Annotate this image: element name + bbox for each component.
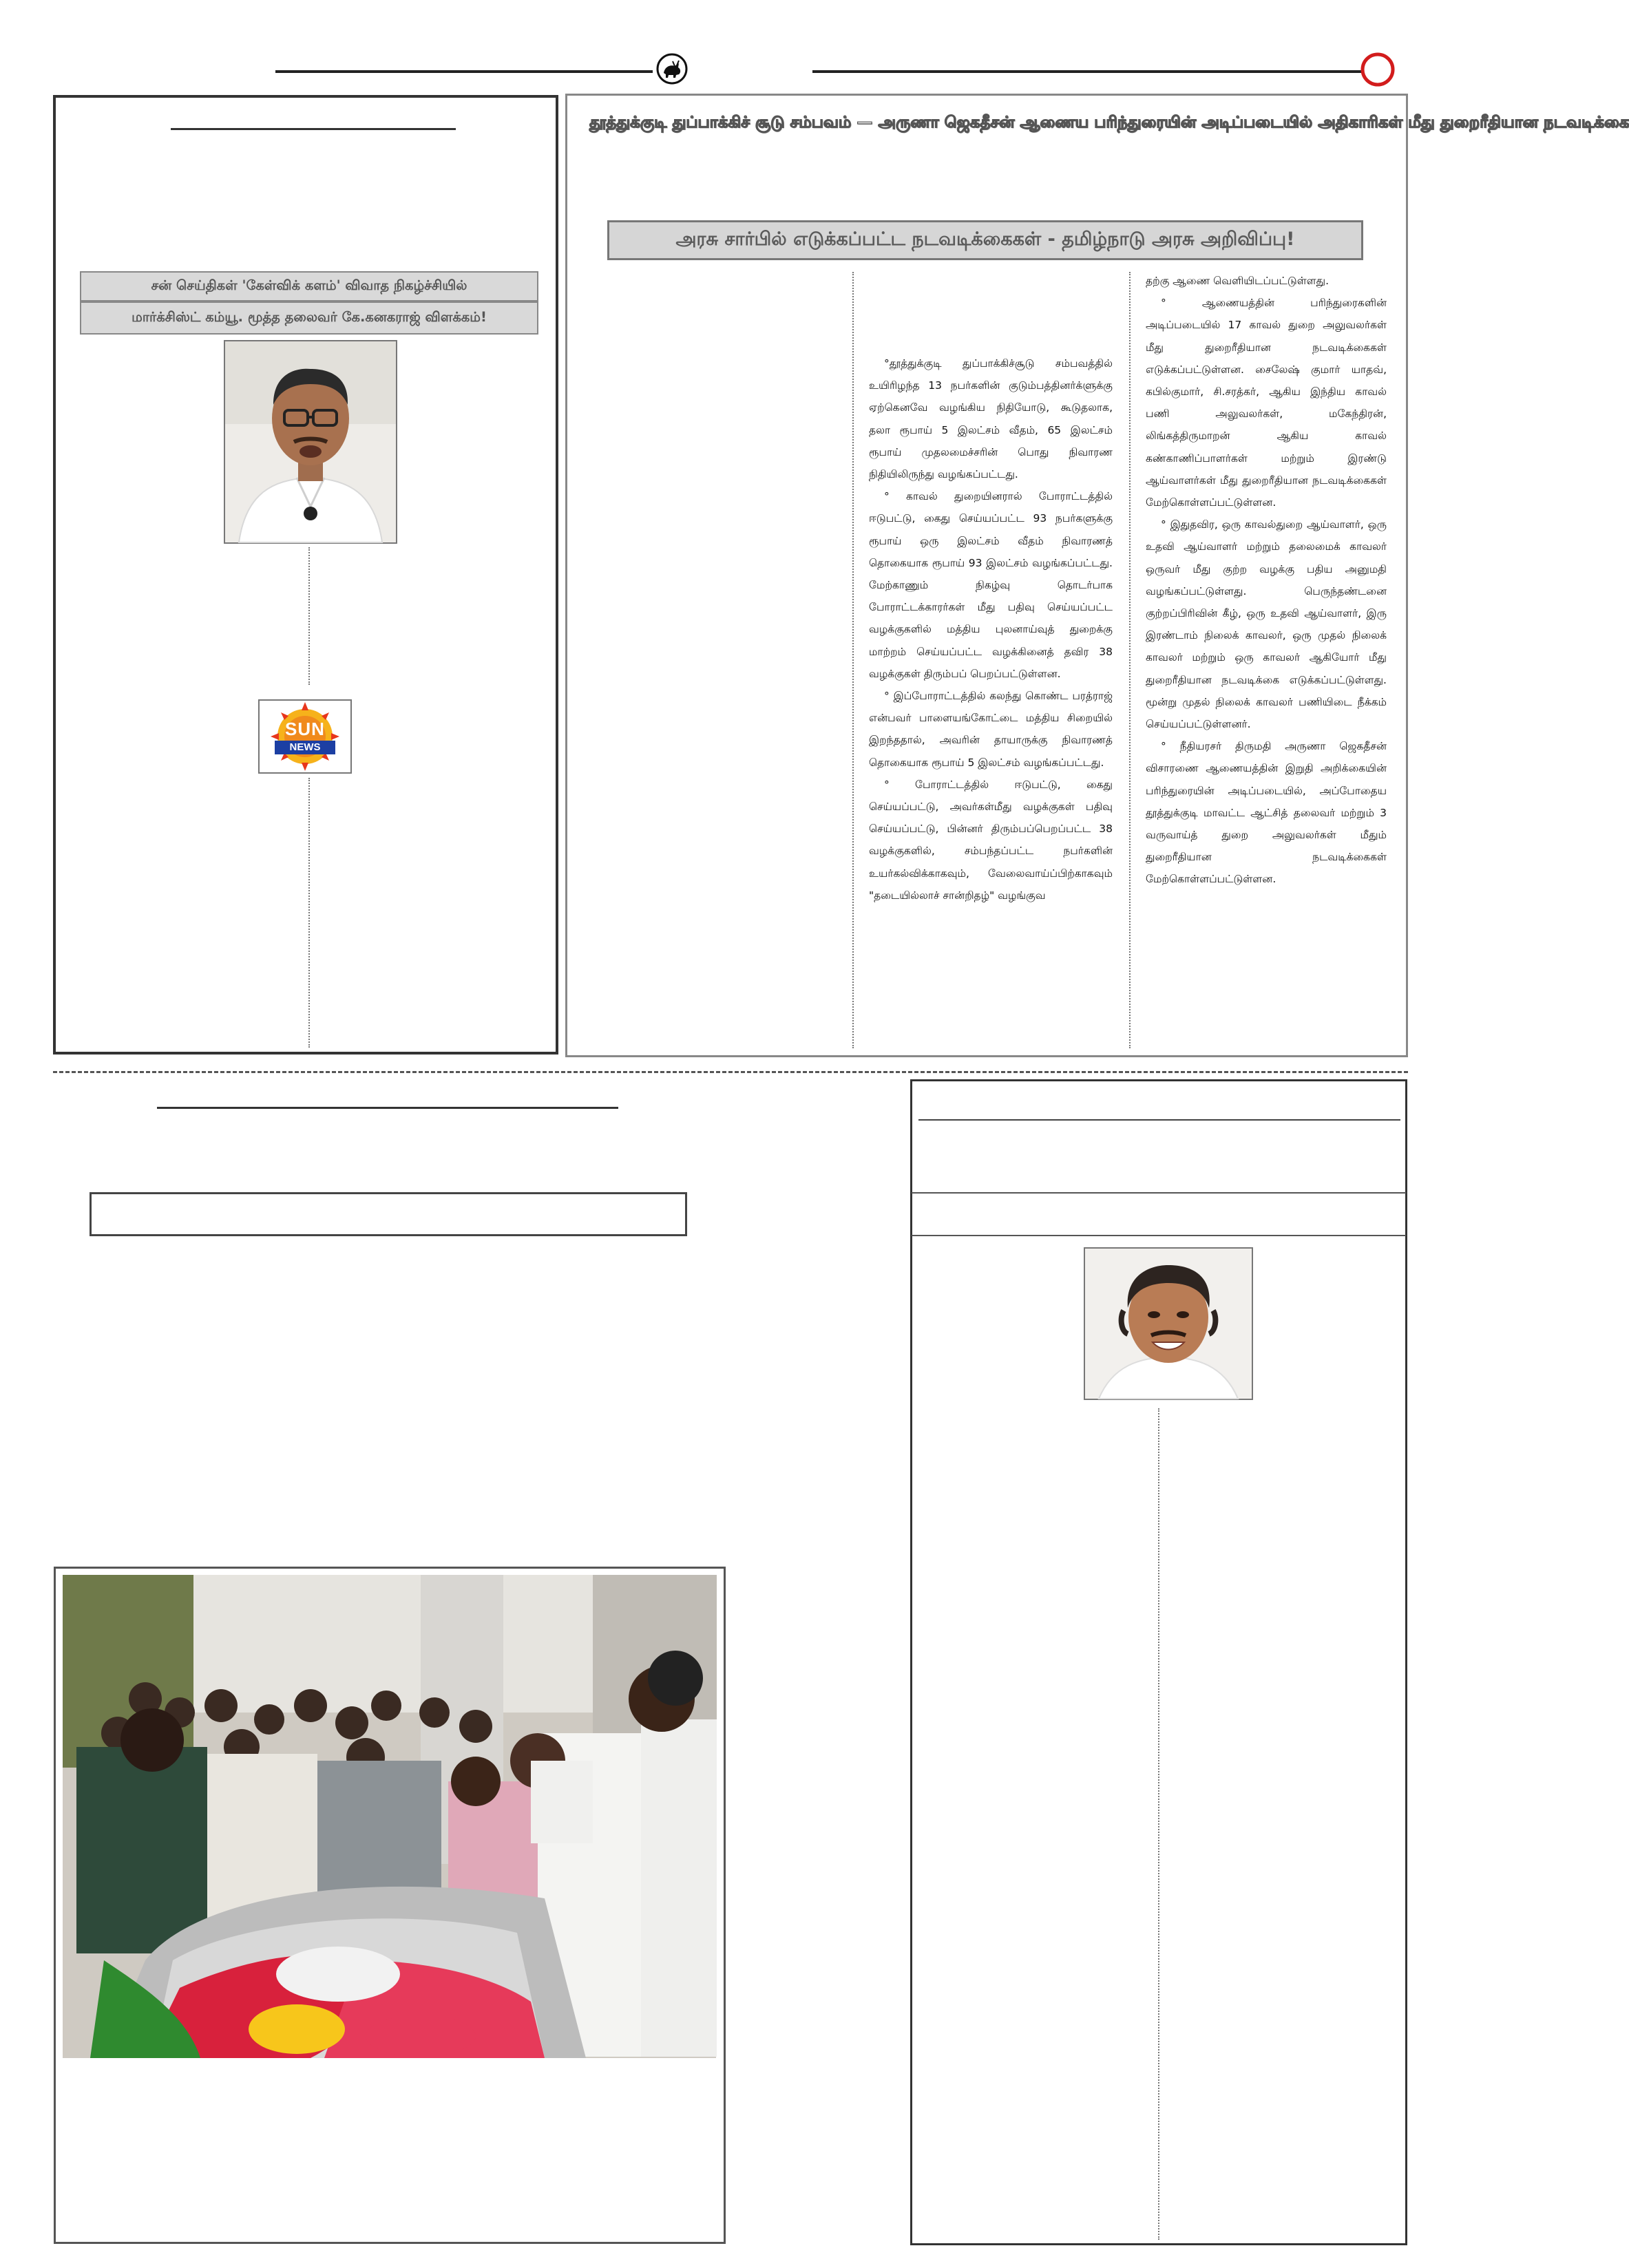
sun-logo-text: SUN bbox=[285, 719, 325, 739]
masthead-rule-left bbox=[275, 70, 653, 73]
bottom-right-title-rule bbox=[918, 1119, 1400, 1121]
left-article-column-divider-bottom bbox=[308, 778, 310, 1048]
right-article-column-divider-2 bbox=[1129, 272, 1131, 1048]
column3-paragraph-4: ° நீதியரசர் திருமதி அருணா ஜெகதீசன் விசாரணை ஆணையத்தின் இறுதி அறிக்கையின் பரிந்துரையின் அடிப்படையில், அப்போதைய தூத்துக்குடி மாவட்ட ஆட்சித் தலைவர் மற்றும் 3 வருவாய்த் துறை அலுவலர்கள் மீதும் துறைரீதியான நடவடிக்கைகள் மேற்கொள்ளப்பட்டுள்ளன. bbox=[1146, 740, 1387, 886]
left-article-box bbox=[53, 95, 558, 1054]
section-divider-dashed bbox=[53, 1071, 1408, 1073]
bottom-left-subhead-box bbox=[90, 1192, 687, 1236]
right-article-headline: தூத்துக்குடி துப்பாக்கிச் சூடு சம்பவம் — அருணா ஜெகதீசன் ஆணைய பரிந்துரையின் அடிப்படையில் அதிகாரிகள் மீது துறைரீதியான நடவடிக்கை bbox=[589, 114, 1629, 131]
column3-paragraph-1: தற்கு ஆணை வெளியிடப்பட்டுள்ளது. bbox=[1146, 275, 1330, 287]
portrait-man-smiling-icon bbox=[1084, 1247, 1253, 1400]
masthead-rule-right bbox=[812, 70, 1363, 73]
right-article-column-2 bbox=[869, 352, 1113, 1048]
bottom-right-subhead-rule-bottom bbox=[912, 1235, 1406, 1236]
news-logo-text: NEWS bbox=[275, 741, 335, 754]
page-number bbox=[1360, 52, 1395, 87]
column2-paragraph-4: ° போராட்டத்தில் ஈடுபட்டு, கைது செய்யப்பட்டு, அவர்கள்மீது வழக்குகள் பதிவு செய்யப்பட்டு, பின்னர் திரும்பப்பெறப்பட்ட 38 வழக்குகளில், சம்பந்தப்பட்ட நபர்களின் உயர்கல்விக்காகவும், வேலைவாய்ப்பிற்காகவும் "தடையில்லாச் சான்றிதழ்" வழங்குவ bbox=[869, 778, 1113, 902]
column3-paragraph-3: ° இதுதவிர, ஒரு காவல்துறை ஆய்வாளர், ஒரு உதவி ஆய்வாளர் மற்றும் தலைமைக் காவலர் ஒருவர் மீது குற்ற வழக்கு பதிய அனுமதி வழங்கப்பட்டுள்ளது. பெருந்தண்டனை குற்றப்பிரிவின் கீழ், ஒரு உதவி ஆய்வாளர், இரு இரண்டாம் நிலைக் காவலர், ஒரு முதல் நிலைக் காவலர் மற்றும் ஒரு காவலர் ஆகியோர் மீது துறைரீதியான நடவடிக்கை எடுக்கப்பட்டுள்ளது. மூன்று முதல் நிலைக் காவலர் பணியிடை நீக்கம் செய்யப்பட்டுள்ளனர். bbox=[1146, 518, 1387, 731]
funeral-tribute-crowd-photo-icon bbox=[63, 1575, 716, 2058]
bottom-right-column-divider bbox=[1158, 1408, 1159, 2240]
left-article-title-rule bbox=[171, 128, 456, 130]
left-article-banner-line2: மார்க்சிஸ்ட் கம்யூ. மூத்த தலைவர் கே.கனகராஜ் விளக்கம்! bbox=[80, 301, 538, 335]
right-article-column-3 bbox=[1146, 270, 1387, 999]
right-article-column-divider-1 bbox=[852, 272, 854, 1048]
red-circle-icon bbox=[1360, 52, 1395, 87]
left-article-column-divider-top bbox=[308, 547, 310, 685]
column2-paragraph-1: °தூத்துக்குடி துப்பாக்கிச்சூடு சம்பவத்தில் உயிரிழந்த 13 நபர்களின் குடும்பத்தினர்க்ளுக்கு ஏற்கெனவே வழங்கிய நிதியோடு, கூடுதலாக, தலா ரூபாய் 5 இலட்சம் வீதம், 65 இலட்சம் ரூபாய் முதலமைச்சரின் பொது நிவாரண நிதியிலிருந்து வழங்கப்பட்டது. bbox=[869, 357, 1113, 481]
bull-emblem-icon bbox=[655, 52, 689, 85]
sun-news-logo-icon bbox=[258, 699, 352, 774]
column2-paragraph-2: ° காவல் துறையினரால் போராட்டத்தில் ஈடுபட்டு, கைது செய்யப்பட்ட 93 நபர்களுக்கு ரூபாய் ஒரு இலட்சம் வீதம் நிவாரணத் தொகையாக ரூபாய் 93 இலட்சம் வழங்கப்பட்டது. மேற்காணும் நிகழ்வு தொடர்பாக போராட்டக்காரர்கள் மீது பதிவு செய்யப்பட்ட வழக்குகளில் மத்திய புலனாய்வுத் துறைக்கு மாற்றம் செய்யப்பட்ட வழக்கினைத் தவிர 38 வழக்குகள் திரும்பப் பெறப்பட்டுள்ளன. bbox=[869, 490, 1113, 680]
left-article-banner-line1: சன் செய்திகள் 'கேள்விக் களம்' விவாத நிகழ்ச்சியில் bbox=[80, 271, 538, 301]
column3-paragraph-2: ° ஆணையத்தின் பரிந்துரைகளின் அடிப்படையில் 17 காவல் துறை அலுவலர்கள் மீது துறைரீதியான நடவடிக்கைகள் எடுக்கப்பட்டுள்ளன. சைலேஷ் குமார் யாதவ், கபில்குமார், சி.சரத்கர், ஆகிய இந்திய காவல் பணி அலுவலர்கள், மகேந்திரன், லிங்கத்திருமாறன் ஆகிய காவல் கண்காணிப்பாளர்கள் மற்றும் இரண்டு ஆய்வாளர்கள் மீது துறைரீதியான நடவடிக்கைகள் மேற்கொள்ளப்பட்டுள்ளன. bbox=[1146, 297, 1387, 509]
portrait-man-speaking-icon bbox=[224, 340, 397, 544]
bottom-right-subhead-rule-top bbox=[912, 1192, 1406, 1194]
column2-paragraph-3: ° இப்போராட்டத்தில் கலந்து கொண்ட பரத்ராஜ் என்பவர் பாளையங்கோட்டை மத்திய சிறையில் இறந்ததால், அவரின் தாயாருக்கு நிவாரணத் தொகையாக ரூபாய் 5 இலட்சம் வழங்கப்பட்டது. bbox=[869, 690, 1113, 769]
right-article-subhead: அரசு சார்பில் எடுக்கப்பட்ட நடவடிக்கைகள் - தமிழ்நாடு அரசு அறிவிப்பு! bbox=[607, 220, 1363, 260]
bottom-left-title-rule bbox=[157, 1107, 618, 1109]
